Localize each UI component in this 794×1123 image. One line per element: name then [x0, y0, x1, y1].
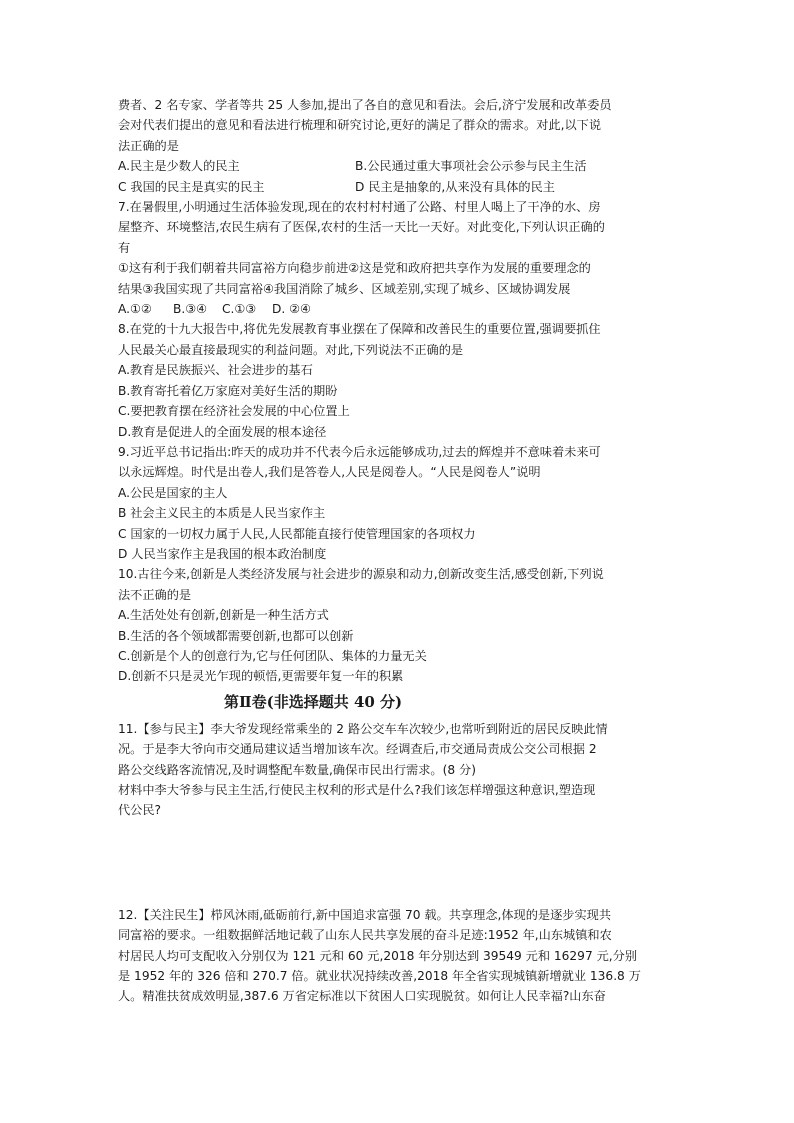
- q7-option-b: B.③④: [173, 302, 208, 317]
- q10-option-c: C.创新是个人的创意行为,它与任何团队、集体的力量无关: [118, 648, 427, 663]
- q6-option-a: A.民主是少数人的民主: [118, 159, 240, 174]
- q7-option-a: A.①②: [118, 302, 152, 317]
- answer-space: [118, 821, 680, 905]
- q8-option-d: D.教育是促进人的全面发展的根本途径: [118, 424, 327, 439]
- q7-line: 屋整齐、环境整洁,农民生病有了医保,农村的生活一天比一天好。对此变化,下列认识正确的: [118, 220, 605, 235]
- question-9: [118, 442, 680, 564]
- q8-option-a: A.教育是民族振兴、社会进步的基石: [118, 363, 313, 378]
- q6-option-c: C 我国的民主是真实的民主: [118, 179, 265, 194]
- q11-line: 11.【参与民主】李大爷发现经常乘坐的 2 路公交车车次较少,也常听到附近的居民反映此情: [118, 721, 608, 736]
- q6-options-row-1: [118, 156, 680, 176]
- q7-line: 7.在暑假里,小明通过生活体验发现,现在的农村村村通了公路、村里人喝上了干净的水、房: [118, 200, 601, 215]
- q12-line: 是 1952 年的 326 倍和 270.7 倍。就业状况持续改善,2018 年全省实现城镇新增就业 136.8 万: [118, 969, 641, 984]
- q6-option-d: D 民主是抽象的,从来没有具体的民主: [355, 179, 555, 194]
- q6-options-row-2: [118, 177, 680, 197]
- q11-line: 路公交线路客流情况,及时调整配车数量,确保市民出行需求。(8 分): [118, 762, 476, 777]
- q12-line: 同富裕的要求。一组数据鲜活地记载了山东人民共享发展的奋斗足迹:1952 年,山东城镇和农: [118, 928, 612, 943]
- q11-line: 况。于是李大爷向市交通局建议适当增加该车次。经调查后,市交通局责成公交公司根据 2: [118, 742, 597, 757]
- q10-option-a: A.生活处处有创新,创新是一种生活方式: [118, 608, 329, 623]
- q6-line: 会对代表们提出的意见和看法进行梳理和研究讨论,更好的满足了群众的需求。对此,以下说: [118, 118, 602, 133]
- q6-line: 法正确的是: [118, 138, 179, 153]
- q12-line: 村居民人均可支配收入分别仅为 121 元和 60 元,2018 年分别达到 39549 元和 16297 元,分别: [118, 948, 638, 963]
- q10-line: 10.古往今来,创新是人类经济发展与社会进步的源泉和动力,创新改变生活,感受创新,下列说: [118, 567, 604, 582]
- q9-line: 以永远辉煌。时代是出卷人,我们是答卷人,人民是阅卷人。“人民是阅卷人”说明: [118, 465, 541, 480]
- q12-line: 12.【关注民生】栉风沐雨,砥砺前行,新中国追求富强 70 载。共享理念,体现的是逐步实现共: [118, 907, 612, 922]
- q8-line: 8.在党的十九大报告中,将优先发展教育事业摆在了保障和改善民生的重要位置,强调要抓住: [118, 322, 601, 337]
- q12-line: 人。精准扶贫成效明显,387.6 万省定标准以下贫困人口实现脱贫。如何让人民幸福?山东奋: [118, 989, 606, 1004]
- section-2-title: 第Ⅱ卷(非选择题共 40 分): [224, 692, 403, 711]
- q9-option-b: B 社会主义民主的本质是人民当家作主: [118, 506, 326, 521]
- question-11: [118, 719, 680, 821]
- question-8: [118, 319, 680, 441]
- q8-option-b: B.教育寄托着亿万家庭对美好生活的期盼: [118, 383, 338, 398]
- q7-option-d: D. ②④: [272, 302, 311, 317]
- q10-option-b: B.生活的各个领域都需要创新,也都可以创新: [118, 628, 354, 643]
- q6-option-b: B.公民通过重大事项社会公示参与民主生活: [355, 159, 587, 174]
- q7-line: 结果③我国实现了共同富裕④我国消除了城乡、区域差别,实现了城乡、区域协调发展: [118, 281, 571, 296]
- question-6: [118, 95, 680, 197]
- q7-line: ①这有利于我们朝着共同富裕方向稳步前进②这是党和政府把共享作为发展的重要理念的: [118, 261, 591, 276]
- question-10: [118, 564, 680, 686]
- question-12: [118, 905, 680, 1007]
- question-7: [118, 197, 680, 319]
- q9-option-a: A.公民是国家的主人: [118, 485, 228, 500]
- q9-option-c: C 国家的一切权力属于人民,人民都能直接行使管理国家的各项权力: [118, 526, 476, 541]
- q11-line: 代公民?: [118, 803, 162, 818]
- q10-option-d: D.创新不只是灵光乍现的顿悟,更需要年复一年的积累: [118, 669, 404, 684]
- q7-options: [118, 299, 680, 319]
- q11-line: 材料中李大爷参与民主生活,行使民主权利的形式是什么?我们该怎样增强这种意识,塑造现: [118, 783, 596, 797]
- q6-line: 费者、2 名专家、学者等共 25 人参加,提出了各自的意见和看法。会后,济宁发展和改革委员: [118, 98, 612, 112]
- q10-line: 法不正确的是: [118, 587, 192, 602]
- q7-line: 有: [118, 240, 131, 255]
- q8-option-c: C.要把教育摆在经济社会发展的中心位置上: [118, 404, 350, 419]
- q9-option-d: D 人民当家作主是我国的根本政治制度: [118, 546, 327, 561]
- q7-option-c: C.①③: [222, 302, 257, 317]
- q9-line: 9.习近平总书记指出:昨天的成功并不代表今后永远能够成功,过去的辉煌并不意味着未来可: [118, 444, 601, 459]
- q8-line: 人民最关心最直接最现实的利益问题。对此,下列说法不正确的是: [118, 342, 464, 357]
- exam-page: [118, 95, 680, 1007]
